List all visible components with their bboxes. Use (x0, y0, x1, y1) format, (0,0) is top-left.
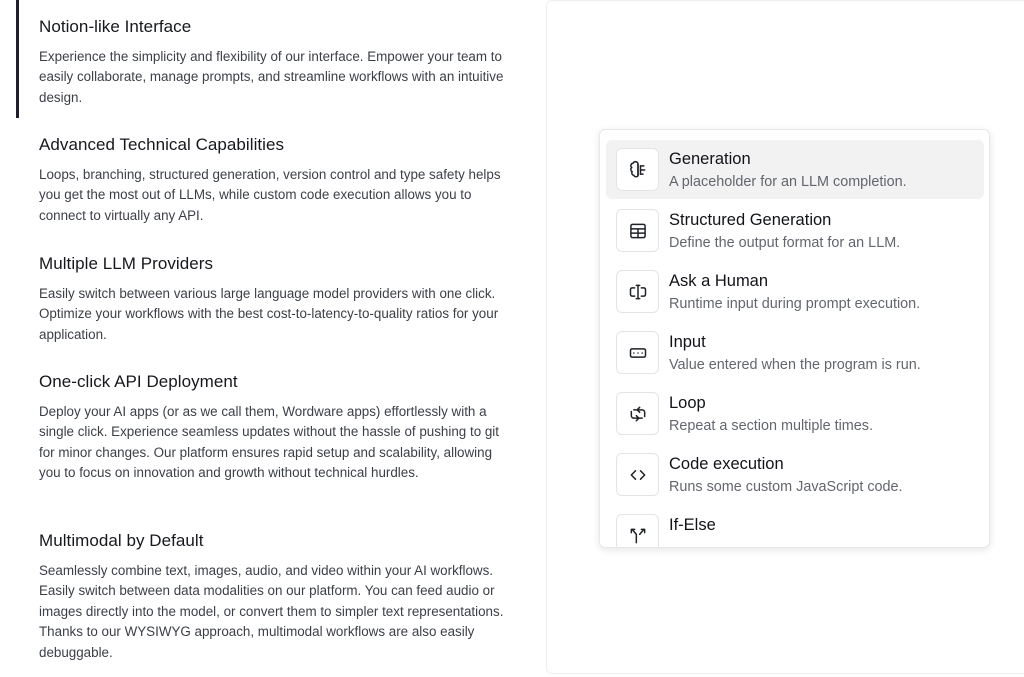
feature-multimodal-by-default[interactable] (39, 530, 504, 663)
feature-multiple-llm-providers[interactable] (39, 253, 504, 345)
input-field-icon (616, 331, 659, 374)
feature-notion-like-interface[interactable] (39, 16, 504, 108)
code-icon (616, 453, 659, 496)
split-branch-icon (616, 514, 659, 548)
feature-title: One-click API Deployment (39, 372, 238, 391)
menu-item-description: Value entered when the program is run. (669, 357, 921, 373)
feature-body: Loops, branching, structured generation, version control and type safety helps you get the most out of LLMs, while custom code execution allows you to connect to virtually any API. (39, 167, 501, 223)
feature-title: Multimodal by Default (39, 531, 204, 550)
feature-body: Easily switch between various large language model providers with one click. Optimize your workflows with the best cost-to-latency-to-quality ratios for your application. (39, 286, 499, 342)
repeat-icon (616, 392, 659, 435)
menu-item-code-execution[interactable] (606, 445, 984, 504)
menu-item-description: A placeholder for an LLM completion. (669, 174, 907, 190)
menu-item-generation[interactable] (606, 140, 984, 199)
menu-item-description: Define the output format for an LLM. (669, 235, 901, 251)
table-icon (616, 209, 659, 252)
feature-advanced-technical-capabilities[interactable] (39, 134, 504, 226)
feature-title: Advanced Technical Capabilities (39, 135, 285, 154)
menu-item-title: Generation (669, 150, 751, 168)
menu-item-description: Runs some custom JavaScript code. (669, 479, 903, 495)
menu-item-ask-a-human[interactable] (606, 262, 984, 321)
feature-title: Notion-like Interface (39, 17, 192, 36)
menu-item-structured-generation[interactable] (606, 201, 984, 260)
menu-item-title: Structured Generation (669, 211, 832, 229)
text-cursor-input-icon (616, 270, 659, 313)
menu-item-title: If-Else (669, 516, 716, 534)
menu-item-input[interactable] (606, 323, 984, 382)
feature-body: Experience the simplicity and flexibility of our interface. Empower your team to easily collaborate, manage prompts, and streamline workflows with an intuitive design. (39, 49, 504, 105)
menu-item-if-else[interactable] (606, 506, 984, 548)
menu-item-title: Code execution (669, 455, 784, 473)
menu-item-title: Ask a Human (669, 272, 769, 290)
feature-body: Deploy your AI apps (or as we call them, Wordware apps) effortlessly with a single click. Experience seamless updates without the hassle of pushing to git for minor changes. Our platform ensures rapid setup and scalability, allowing you to focus on innovation and growth without technical hurdles. (39, 404, 500, 481)
menu-item-title: Input (669, 333, 706, 351)
feature-body: Seamlessly combine text, images, audio, and video within your AI workflows. Easily switch between data modalities on our platform. You can feed audio or images directly into the model, or convert them to simpler text representations. Thanks to our WYSIWYG approach, multimodal workflows are also easily debuggable. (39, 563, 504, 660)
menu-item-description: Repeat a section multiple times. (669, 418, 873, 434)
active-feature-indicator (16, 0, 19, 118)
brain-icon (616, 148, 659, 191)
block-type-menu (599, 129, 990, 548)
feature-title: Multiple LLM Providers (39, 254, 213, 273)
menu-item-description: Runtime input during prompt execution. (669, 296, 921, 312)
menu-item-loop[interactable] (606, 384, 984, 443)
feature-one-click-api-deployment[interactable] (39, 371, 504, 484)
menu-item-title: Loop (669, 394, 706, 412)
